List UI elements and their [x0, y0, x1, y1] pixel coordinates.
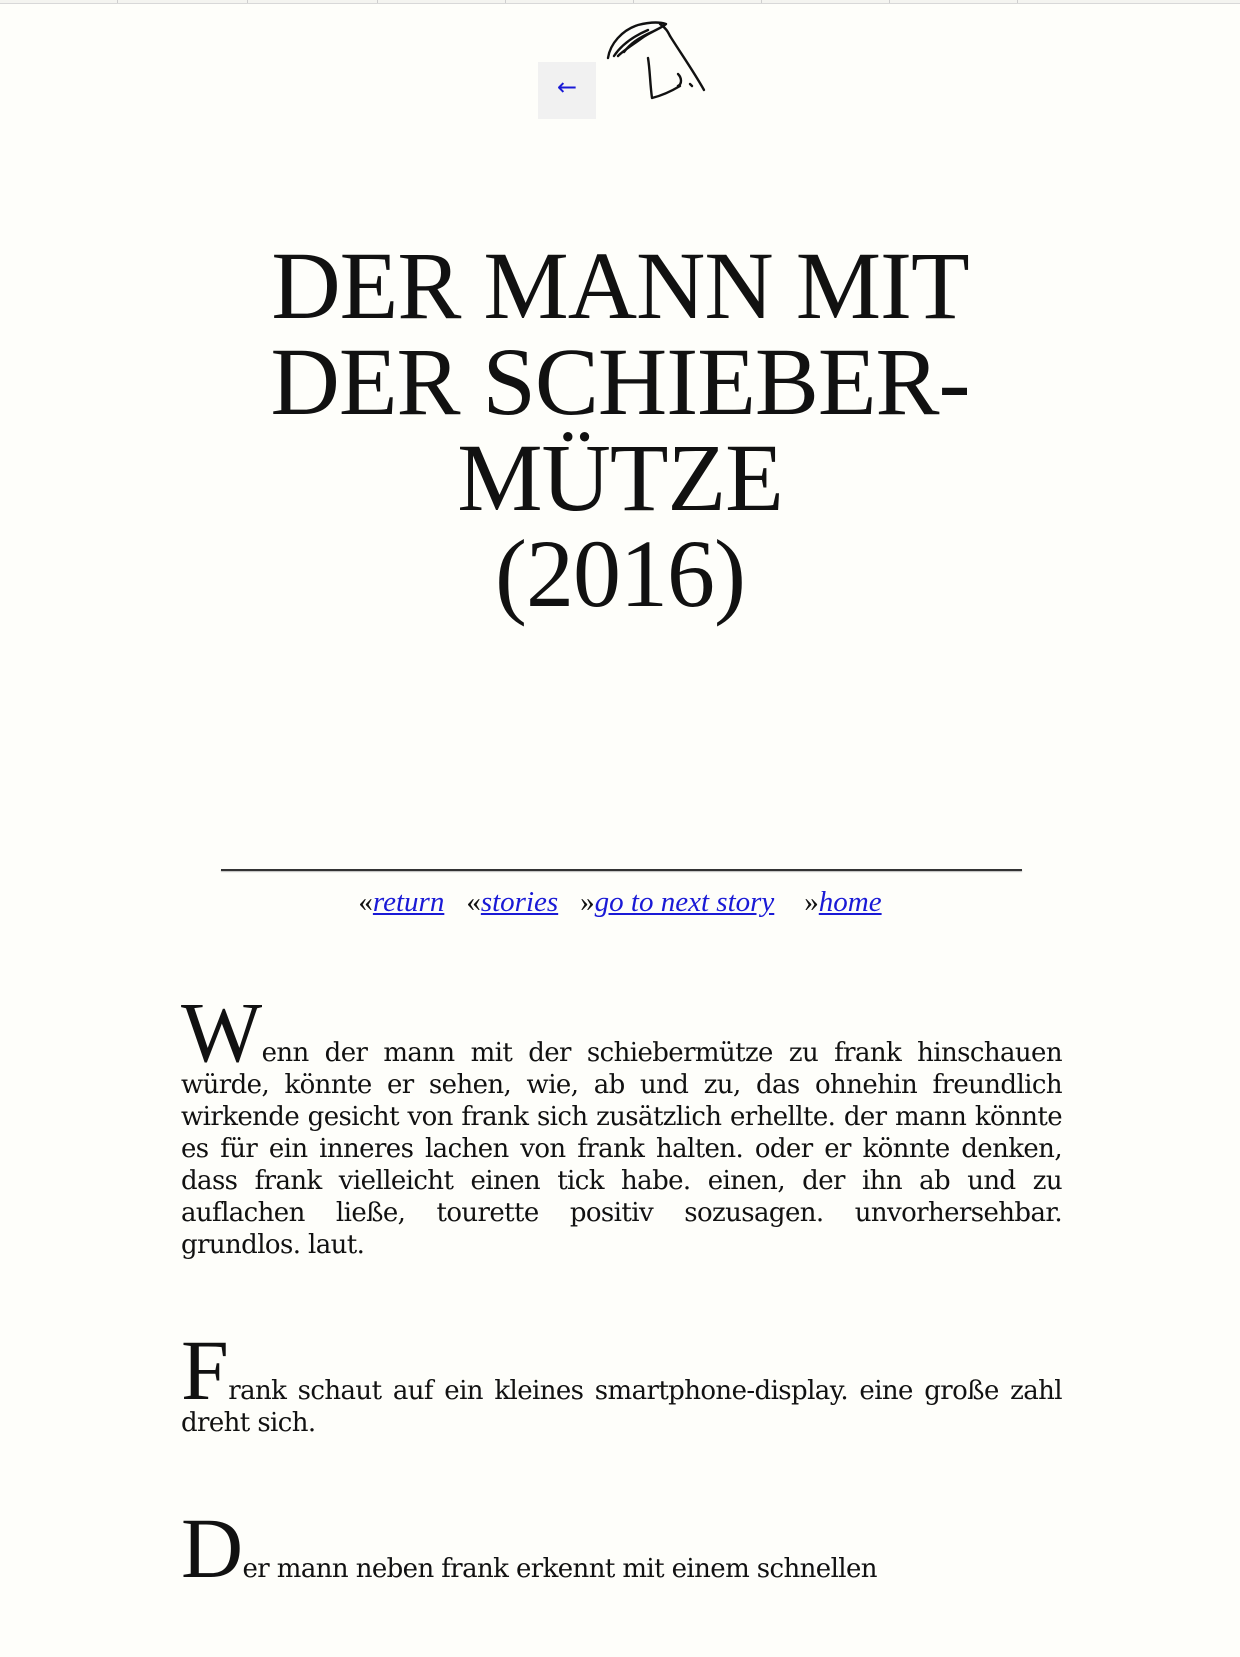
divider	[761, 0, 762, 3]
story-paragraph	[181, 1500, 1062, 1596]
back-arrow-button[interactable]	[538, 62, 596, 119]
story-paragraph	[181, 984, 1062, 1261]
divider	[247, 0, 248, 3]
story-navigation	[0, 884, 1240, 920]
home-link[interactable]: home	[818, 886, 882, 918]
title-line: DER MANN MIT	[271, 232, 969, 339]
signature-logo[interactable]	[600, 14, 710, 120]
return-link[interactable]: return	[372, 886, 445, 918]
drop-cap: F	[181, 1322, 229, 1418]
story-paragraph	[181, 1322, 1062, 1439]
next-story-link[interactable]: go to next story	[594, 886, 775, 918]
return-marker: «	[358, 886, 373, 918]
paragraph-text: er mann neben frank erkennt mit einem schnellen	[242, 1554, 877, 1584]
divider	[117, 0, 118, 3]
left-arrow-icon: ←	[556, 73, 578, 101]
next-marker: »	[580, 886, 595, 918]
paragraph-text: enn der mann mit der schiebermütze zu frank hinschauen würde, könnte er sehen, wie, ab und zu, das ohnehin freundlich wirkende gesicht von frank sich zusätzlich erhellte. der mann könnte es für ein inneres lachen von frank halten. oder er könnte denken, dass frank vielleicht einen tick habe. einen, der ihn ab und zu auflachen ließe, tourette positiv sozusagen. unvorhersehbar. grundlos. laut.	[181, 1038, 1062, 1260]
horizontal-rule	[221, 869, 1022, 871]
story-title	[0, 232, 1240, 627]
drop-cap: D	[181, 1500, 243, 1596]
divider	[377, 0, 378, 3]
title-line: MÜTZE	[457, 424, 783, 531]
home-marker: »	[804, 886, 819, 918]
browser-top-edge	[0, 0, 1240, 4]
title-line: DER SCHIEBER-	[270, 328, 970, 435]
stories-link[interactable]: stories	[480, 886, 559, 918]
divider	[505, 0, 506, 3]
divider	[633, 0, 634, 3]
story-body	[181, 984, 1062, 1657]
stories-marker: «	[466, 886, 481, 918]
paragraph-text: rank schaut auf ein kleines smartphone-display. eine große zahl dreht sich.	[181, 1376, 1062, 1438]
title-year: (2016)	[495, 520, 745, 627]
drop-cap: W	[181, 984, 262, 1080]
divider	[889, 0, 890, 3]
divider	[1017, 0, 1018, 3]
